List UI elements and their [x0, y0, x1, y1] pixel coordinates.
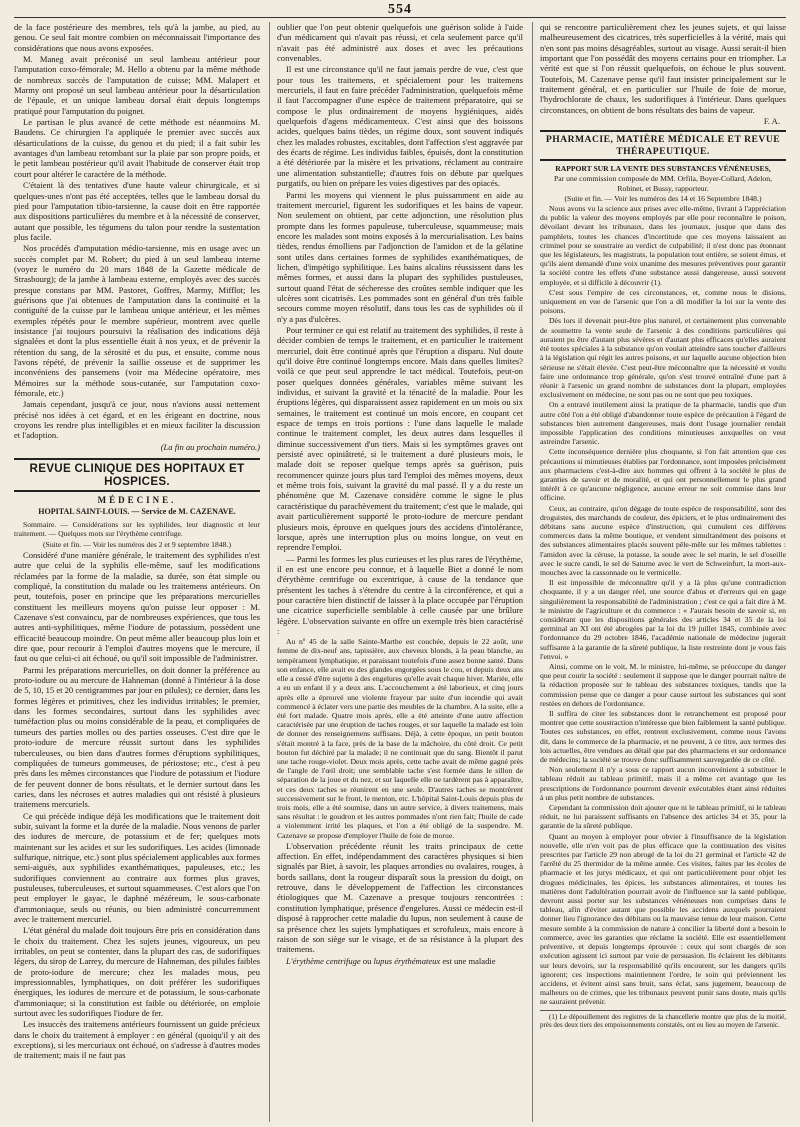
paragraph: Nous avons vu la science aux prises avec elle-même, livrant à l'appréciation du public la valeur des moyens employés par elle pour reconnaître le poison, dévoilant devant les tribunaux, dans les journaux, jusque que dans des pamphlets, toutes les chances d'incertitude que ces moyens laissaient au criminel pour se soustraire au verdict de culpabilité; il n'est donc pas étonnant que les législateurs, les magistrats, la population tout entière, se soient émus, et qu'ils aient demandé d'une voix unanime des mesures préventives pour garantir la société contre les effets d'une substance aussi dangereuse, aussi souvent employée, et si difficile à découvrir (1).: [540, 204, 786, 287]
paragraph: Cette inconséquence dernière plus choquante, si l'on fait attention que ces précautions si minutieuses établies par l'ordonnance, sont imposées précisément aux pharmaciens c'est-à-dire aux hommes qui offrent à la société le plus de garanties de savoir et de moralité, et qui ont personnellement le plus grand intérêt à ce qu'aucune négligence, aucune erreur ne soit commise dans leur officine.: [540, 447, 786, 503]
paragraph: Jamais cependant, jusqu'à ce jour, nous n'avions aussi nettement précisé nos idées à cet égard, et en les érigeant en doctrine, nous croyons les rendre plus intelligibles et en mieux faciliter la discussion et l'adoption.: [14, 399, 260, 441]
paragraph: Il suffira de citer les substances dont le retranchement est proposé pour montrer que cette soustraction n'intéresse que bien faiblement la santé publique. Toutes ces substances, en effet, rentrent exclusivement, comme nous l'avons dit, dans le commerce de la pharmacie, et ne peuvent, à ce titre, aux termes des lois actuelles, être vendues au détail que par des pharmaciens et sur ordonnance de médecins; la société se trouve donc suffisamment sauvegardée de ce côté.: [540, 709, 786, 765]
suite-note: (Suite et fin. — Voir les numéros des 14 et 16 Septembre 1848.): [564, 193, 762, 203]
paragraph: M. Maneg avait préconisé un seul lambeau antérieur pour l'amputation coxo-fémorale; M. Hello a obtenu par la même méthode de nombreux succès de l'amputation de cuisse; MM. Malapert et Marmy ont proposé un seul lambeau antérieur pour la désarticulation de l'épaule, et un unique lambeau dorsal était depuis longtemps pratiqué pour l'amputation du poignet.: [14, 54, 260, 116]
section-subtitle: MÉDECINE.: [97, 495, 177, 506]
paragraph: Le partisan le plus avancé de cette méthode est néanmoins M. Baudens. Ce chirurgien l'a appliquée le premier avec succès aux désarticulations de la cuisse, du genou et du pied; il a fait subir les avantages d'un lambeau retombant sur la plaie par son propre poids, et le petit lambeau postérieur qu'il avait l'habitude de conserver était trop court pour altérer le caractère de la méthode.: [14, 117, 260, 179]
paragraph: L'état général du malade doit toujours être pris en considération dans le choix du traitement. Chez les sujets jeunes, vigoureux, un peu irritables, on peut se contenter, dans la plupart des cas, de sudorifiques légers, du sirop de Larrey, du mercure de Hahneman, des pilules faibles de proto-iodure de mercure; chez les malades mous, peu impressionnables, lymphatiques, on doit préférer les sudorifiques énergiques, les iodures de mercure et de potassium, le sous-carbonate d'ammoniaque; si la constitution est faible ou détériorée, on emploie surtout avec les sudorifiques l'iodure de fer.: [14, 925, 260, 1019]
paragraph: Les insuccès des traitemens antérieurs fournissent un guide précieux dans le choix du traitement à employer : en général (quoiqu'il y ait des exceptions), si les mercuriaux ont échoué, on s'adresse à d'autres modes de traitement; mais il ne faut pas: [14, 1019, 260, 1061]
paragraph: Nos procédés d'amputation médio-tarsienne, mis en usage avec un succès complet par M. Robert; du pied à un seul lambeau interne (voyez le numéro du 20 mars 1848 de la Gazette médicale de Strasbourg); de la jambe à lambeau externe, employés avec des succès presque constans par MM. Pastoret, Goffres, Marmy, Mifflot; les guérisons que j'ai obtenues de l'amputation dans la continuité et la contiguïté de la cuisse par le lambeau unique antérieur, et les mêmes exemples répétés pour le membre supérieur, montrent avec quelle insistance j'ai toujours poursuivi la réalisation des indications déjà signalées et dont la plus essentielle était à nos yeux, et de prévenir la rétention du sang, de la sérosité et du pus, et ensuite, comme nous l'avons répété, de prévenir la saillie osseuse et de supprimer les inconvéniens des pansemens (voir ma Médecine opératoire, mes Mémoires sur la méthode sous-cutanée, sur l'amputation coxo-fémorale, etc.): [14, 243, 260, 399]
section-title: PHARMACIE, MATIÈRE MÉDICALE ET REVUE THÉRAPEUTIQUE.: [540, 130, 786, 161]
text: ou: [360, 955, 374, 966]
paragraph: L'observation précédente réunit les traits principaux de cette affection. En effet, indépendamment des caractères physiques si bien signalés par Biet, à savoir, les plaques arrondies ou ovalaires, rouges, à bords saillans, dont la rougeur disparaît sous la pression du doigt, on retrouve, dans le développement de l'affection les circonstances étiologiques que M. Cazenave a presque toujours rencontrées : constitution lymphatique, présence d'engelures. Aussi ce médecin est-il disposé à rapprocher cette maladie du lupus, non seulement à cause de sa présence chez les sujets lymphatiques et scrofuleux, mais encore à raison de son siège sur le visage, et de sa résistance à la plupart des traitemens.: [277, 840, 523, 955]
footnote: (1) Le dépouillement des registres de la chancellerie montre que plus de la moitié, près des deux tiers des empoisonnements constatés, ont eu lieu au moyen de l'arsenic.: [540, 1010, 786, 1030]
column-divider-left: [269, 22, 270, 1122]
paragraph: Ce qui précède indique déjà les modifications que le traitement doit subir, suivant la forme et la durée de la maladie. Nous venons de parler des iodures de mercure, de potassium et de fer; quelques mots maintenant sur les acides et sur les sudorifiques. Les acides (limonade sulfurique, nitrique, etc.) sont plus spécialement applicables aux formes semi-aiguës, aux syphilides exanthématiques, papuleuses, etc.; les sudorifiques conviennent au contraire aux formes plus graves, pustuleuses, tuberculeuses, et surtout squammeuses. C'est alors que l'on peut employer le gayac, le daphné mézéreum, le sous-carbonate d'ammoniaque, seuls ou réunis, ou bien administré concurremment avec le traitement mercuriel.: [14, 810, 260, 925]
paragraph: Quant au moyen à employer pour obvier à l'insuffisance de la législation nouvelle, elle n'en voit pas de plus efficace que la continuation des visites prescrites par l'article 29 non abrogé de la loi du 21 germinal et l'article 42 de l'arrêté du 25 thermidor de la même année. Ces visites, faites par les écoles de pharmacie et les jurys médicaux, et qui ont particulièrement pour objet les drogues médicinales, les épices, les substances alimentaires, et toutes les matières dont l'adultération pourrait avoir de l'influence sur la santé publique, devront aussi porter sur les substances vénéneuses non comprises dans le tableau, afin d'éviter autant que possible les accidens auxquels pourraient donner lieu l'ignorance des débitans ou la mauvaise tenue de leur maison. Cette mesure semble à la commission de nature à concilier la liberté dont a besoin le commerce, avec les garanties que réclame la société. Elle est essentiellement préventive, et depuis longtemps éprouvée : ceux qui sont chargés de son exécution agissent ici surtout par voie de persuasion. Ils éclairent les débitants sur leurs devoirs, sur la responsabilité qu'ils encourent, sur les dangers qu'ils ignorent; ces inspections maintiennent l'ordre, le soin qui préviennent les accidens, et évitent ainsi sans bruit, sans éclat, sans jugement, beaucoup de malheurs ou de crimes, que les tribunaux peuvent punir sans doute, mais qu'ils ne sauraient prévenir.: [540, 831, 786, 1007]
column-middle: [277, 22, 523, 1122]
signature: F. A.: [763, 116, 780, 127]
paragraph: Parmi les préparations mercurielles, on doit donner la préférence au proto-iodure ou au mercure de Hahneman (donné à l'intérieur à la dose de 5, 10, 15 et 20 centigrammes par jour en pilules); ce dernier, dans les formes légères et primitives, chez les individus irritables; le premier, dans les formes secondaires, surtout dans les syphilides avec tuméfaction plus ou moins considérable de la peau, et compliquées de tumeurs des parties molles ou des parties osseuses. C'est dire que le proto-iodure de mercure réussit surtout dans les syphilides tuberculeuses, ou bien dans d'autres formes d'éruptions syphilitiques, compliquées de tumeurs gommeuses, de périostose; etc., c'est à peu près dans les mêmes circonstances que l'iodure de potassium et l'iodure de fer peuvent donner de bons résultats, et le dernier surtout dans les caries, dans les nécroses et autres maladies qui ont résisté à plusieurs traitemens mercuriels.: [14, 664, 260, 810]
paragraph: Parmi les moyens qui viennent le plus puissamment en aide au traitement mercuriel, figurent les sudorifiques et les bains de vapeur. Non seulement on obtient, par cette adjonction, une résolution plus prompte dans les formes papuleuse, tuberculeuse, squammeuse; mais encore les malades sont moins exposés à la mercurialisation. Les bains tièdes, rendus émolliens par l'adjonction de l'amidon et de la gélatine sont utiles dans certaines formes de syphilides exanthématiques, de lichen, d'impétigo syphilitique. Les bains alcalins réussissent dans les mêmes formes, et aussi dans la plupart des syphilides pustuleuses, surtout quand l'état de sécheresse des croûtes semble indiquer que les ulcères sont cicatrisés. Les pommades sont en général d'un très faible secours comme moyen résolutif, dans tous les cas de syphilides où il n'y a pas d'ulcères.: [277, 189, 523, 324]
section-title: REVUE CLINIQUE DES HOPITAUX ET HOSPICES.: [14, 458, 260, 492]
term: lupus érythémateux: [373, 955, 441, 966]
suite-note: (Suite et fin. — Voir les numéros des 2 et 9 septembre 1848.): [42, 539, 232, 549]
paragraph: Dès lors il devenait peut-être plus naturel, et certainement plus convenable de soumettre la vente seule de l'arsenic à des conditions particulières qui auraient pu être d'autant plus sévères et d'autant plus efficaces qu'elles auraient été toutes spéciales à la substance qu'on voulait atteindre sans toucher d'ailleurs à la législation qui régit les autres poisons, et sur laquelle aucune objection bien sérieuse ne s'était élevée. C'est peut-être méconnaître que la nécessité et voulu faire une ordonnance trop générale, qu'on s'est trouvé entraîné d'une part à réunir à l'arsenic un grand nombre de substances dont la plupart, employées exclusivement en médecine, ne sont pas ou ne sont que peu toxiques.: [540, 316, 786, 400]
paragraph: qui se rencontre particulièrement chez les jeunes sujets, et qui laisse malheureusement des cicatrices, très superficielles à la vérité, mais qui n'en sont pas moins désagréables, surtout au visage. Aussi serait-il bien important que l'on possédât des moyens certains pour en triompher. La vérité est que si l'on réussit quelquefois, on échoue le plus souvent. Toutefois, M. Cazenave pense qu'il faut insister principalement sur le traitement général, et en particulier sur l'huile de foie de morue, l'hydrochlorate de chaux, les sudorifiques à l'intérieur. Dans quelques circonstances, on obtient de bons résultats des bains de vapeur.: [540, 22, 786, 115]
continuation-note: (La fin au prochain numéro.): [160, 441, 260, 452]
paragraph: oublier que l'on peut obtenir quelquefois une guérison solide à l'aide d'un médicament qui n'avait pas réussi, et cela seulement parce qu'il n'avait pas été administré aux doses et avec les précautions convenables.: [277, 22, 523, 64]
column-divider-right: [532, 22, 533, 1122]
text: est une maladie: [440, 955, 496, 966]
paragraph: de la face postérieure des membres, tels qu'à la jambe, au pied, au genou. Ce seul fait montre combien on méconnaissait l'importance des considérations que nous avons exposées.: [14, 22, 260, 53]
hospital-heading: HOPITAL SAINT-LOUIS. — Service de M. CAZENAVE.: [38, 507, 236, 517]
paragraph: C'est sous l'empire de ces circonstances, et, comme nous le disions, uniquement en vue de l'arsenic que l'on a dû modifier la loi sur la vente des poisons.: [540, 287, 786, 316]
column-right: [540, 22, 786, 1122]
paragraph: Il est impossible de méconnaître qu'il y a là plus qu'une contradiction choquante, il y a un danger réel, une source d'abus et d'erreurs qui en gage singulièrement la responsabilité de l'administration ; c'est ce qui a fait dire à M. le ministre de l'agriculture et du commerce : « J'aurais besoin de savoir si, en considérant que les dispositions générales des articles 34 et 35 de la loi germinal an XI ont été abrogées par la loi du 19 juillet 1845, combinée avec l'ordonnance du 29 octobre 1846, l'académie nationale de médecine jugerait suffisante à la garantie de la sûreté publique, la liste restreinte dont je vous fais l'envoi. »: [540, 578, 786, 661]
commission: Par une commission composée de MM. Orfila, Boyer-Collard, Adelon, Robinet, et Bussy, rapporteur.: [553, 174, 773, 193]
paragraph: Ceux, au contraire, qu'on dégage de toute espèce de responsabilité, sont des droguistes, des marchands de couleur, des épiciers, et le plus ordinairement des débitans sans aucune espèce d'instruction, qui cumulent ces différens commerces dans la même boutique, et vendent simultanément des poisons et des substances alimentaires placés souvent pêle-mêle sur les mêmes tablettes : l'amidon avec la céruse, la potasse, la soude avec le sel marin, le sel d'oseille avec le sucre candi, le sel de Saturne avec le vert de Schweinfurt, la mort-aux-mouches avec la cassonnade ou le vermicelle.: [540, 503, 786, 577]
paragraph: Cependant la commission doit ajouter que ni le tableau primitif, ni le tableau réduit, ne lui paraissent suffisants en l'absence des articles 34 et 35, pour la garantie de la sûreté publique.: [540, 803, 786, 831]
paragraph: Il est une circonstance qu'il ne faut jamais perdre de vue, c'est que pour tous les traitemens, et spécialement pour les traitemens mercuriels, il faut en faire précéder l'administration, quelquefois même il faut l'accompagner d'une espèce de traitement préparatoire, qui se compose le plus ordinairement de moyens hygiéniques, aidés quelquefois d'agens médicamenteux. C'est ainsi que des boissons acides, quelques bains tièdes, un régime doux, sont souvent indiqués chez les malades robustes, excitables, dont l'affection s'est aggravée par des écarts de régime. Les individus faibles, épuisés, dont la constitution a été détériorée par la misère et les privations, réclament au contraire une alimentation substantielle; d'autres fois on débute par quelques purgatifs, ou bien on prépare les voies digestives par des opiacés.: [277, 64, 523, 189]
report-title: RAPPORT SUR LA VENTE DES SUBSTANCES VÉNÉNEUSES,: [555, 164, 771, 174]
paragraph: Pour terminer ce qui est relatif au traitement des syphilides, il reste à décider combien de temps le traitement, et en particulier le traitement mercuriel, doit être continué après que l'éruption a disparu. Nul doute qu'il doive être continué longtemps encore. Mais dans quelles limites? voilà ce que peut seul apprendre le tact médical. Toutefois, peut-on poser quelques données générales, variables même suivant les individus, et suivant la gravité et la ténacité de la maladie. Pour les éruptions légères, qui disparaissent assez rapidement en un mois ou six semaines, le traitement est continué un mois encore, en coupant cet espace de temps en trois portions : l'une dans laquelle le malade continue le traitement complet, les deux autres dans lesquelles il diminue successivement d'un tiers. Mais si les symptômes graves ont persisté avec opiniâtreté, si le traitement a duré plusieurs mois, le malade doit se reposer quelque temps après sa guérison, puis recommencer quinze jours plus tard l'emploi des mêmes moyens, deux et même trois fois, suivant la gravité du mal passé. Il y a du reste un phénomène que M. Cazenave considère comme le signe le plus caractéristique du parachèvement du traitement; c'est que le malade, qui avait particulièrement supporté le proto-iodure de mercure pendant plusieurs mois, éprouve en quelques jours des accidens d'intolérance, lorsque, après une interruption plus ou moins longue, on veut en reprendre l'emploi.: [277, 324, 523, 553]
column-left: [14, 22, 260, 1122]
paragraph: Ainsi, comme on le voit, M. le ministre, lui-même, se préoccupe du danger que peut courir la société : seulement il suppose que le danger pourrait naître de la rédaction proposée sur le tableau des substances toxiques, tandis que la commission pense que ce danger a pour cause surtout les substances qui sont restées en dehors de l'ordonnance.: [540, 662, 786, 708]
paragraph: — Parmi les formes les plus curieuses et les plus rares de l'érythème, il en est une encore peu connue, et à laquelle Biet a donné le nom d'érythème centrifuge ou excentrique, à cause de la tendance que présentent les taches à s'étendre du centre à la circonférence, et qui a pour caractère bien distinctif de laisser à la place occupée par l'éruption une cicatrice superficielle semblable à celle causée par une brûlure légère. L'observation suivante en offre un exemple très bien caractérisé :: [277, 553, 523, 636]
paragraph: [277, 956, 523, 966]
term: L'érythème centrifuge: [286, 955, 361, 966]
case-observation: Au nº 45 de la salle Sainte-Marthe est couchée, depuis le 22 août, une femme de dix-neuf ans, tapissière, aux cheveux blonds, à la peau blanche, au tempérament lymphatique, et paraissant toutefois d'une assez bonne santé. Dans son enfance, elle avait eu des glandes engorgées sous le cou, et depuis deux ans elle a cessé d'être sujette à des engelures qu'elle avait chaque hiver. Mariée, elle a eu un enfant il y a deux ans. L'accouchement a été laborieux, et cinq jours après elle a éprouvé une violente frayeur par suite d'un incendie qui avait commencé à éclater vers une partie des meubles de la chambre. A la suite, elle a été fort malade. Quatre mois après, elle a été atteinte d'une autre affection caractérisée par une éruption de taches rouges, et sur laquelle la malade est loin de donner des renseignemens suffisans. Déjà, à cette époque, un petit bouton s'était montré à la face, près de la base de la mâchoire, du côté droit. Ce petit bouton fut déchiré par la malade; il ne continuait que du sang. Bientôt il parut une tache rouge-violet. Deux mois après, cette tache avait de même gagné près de l'angle de l'œil droit; une semblable tache s'est formée dans le sillon de séparation de la joue et du nez, et sur laquelle elle ne tardèrent pas à apparaître, et ces deux taches se réunirent en une seule. D'autres taches se montrèrent successivement sur le front, le menton, etc. L'hôpital Saint-Louis depuis plus de trois mois, elle a été soumise, dans un autre service, à divers traitemens, mais sans résultat : le goudron et les autres pommades n'ont rien fait; l'huile de cade a violemment irrité les plaques, et l'on a été obligé de la suspendre. M. Cazenave se propose d'employer l'huile de foie de morue.: [277, 637, 523, 840]
paragraph: Considéré d'une manière générale, le traitement des syphilides n'est autre que celui de la syphilis elle-même, sauf les modifications réclamées par la forme de la maladie, sa durée, son état simple ou compliqué, la constitution du malade ou les traitemens antérieurs. On peut, toutefois, poser en principe que les préparations mercurielles constituent les meilleurs moyens qu'on puisse leur opposer : M. Cazenave s'est convaincu, par de nombreuses expériences, que tous les autres anti-syphilitiques, même l'iodure de potassium, possèdent une efficacité beaucoup moindre. On peut même aller beaucoup plus loin et dire que, pour recourir à l'emploi d'autres moyens que le mercure, il faut ou que celui-ci ait échoué, ou qu'il soit impossible de l'administrer.: [14, 549, 260, 664]
top-rule: [14, 17, 786, 18]
paragraph: C'étaient là des tentatives d'une haute valeur chirurgicale, et si quelques-unes n'ont pas été acceptées, telles que le lambeau dorsal du pied pour l'amputation tibio-tarsienne, la cause doit en être rapportée aux dispositions particulières du membre et à la nécessité de conserver, autant que possible, les tégumens du talon pour rendre la sustentation plus facile.: [14, 180, 260, 242]
summary: Sommaire. — Considérations sur les syphilides, leur diagnostic et leur traitement. — Quelques mots sur l'érythème centrifuge.: [14, 519, 260, 538]
page-number: 554: [388, 2, 412, 17]
paragraph: On a entravé inutilement ainsi la pratique de la pharmacie, tandis que d'un autre côté l'on a été obligé d'abandonner toute espèce de précaution à l'égard de substances bien autrement dangereuses, mais dont l'usage journalier rendait impossible l'application des conditions minutieuses auxquelles on veut astreindre l'arsenic.: [540, 400, 786, 447]
paragraph: Non seulement il n'y a sous ce rapport aucun inconvénient à substituer le tableau réduit au tableau primitif, mais il a même cet avantage que les prescriptions de l'ordonnance pourront devenir exécutables étant ainsi réduites à un plus petit nombre de substances.: [540, 765, 786, 802]
